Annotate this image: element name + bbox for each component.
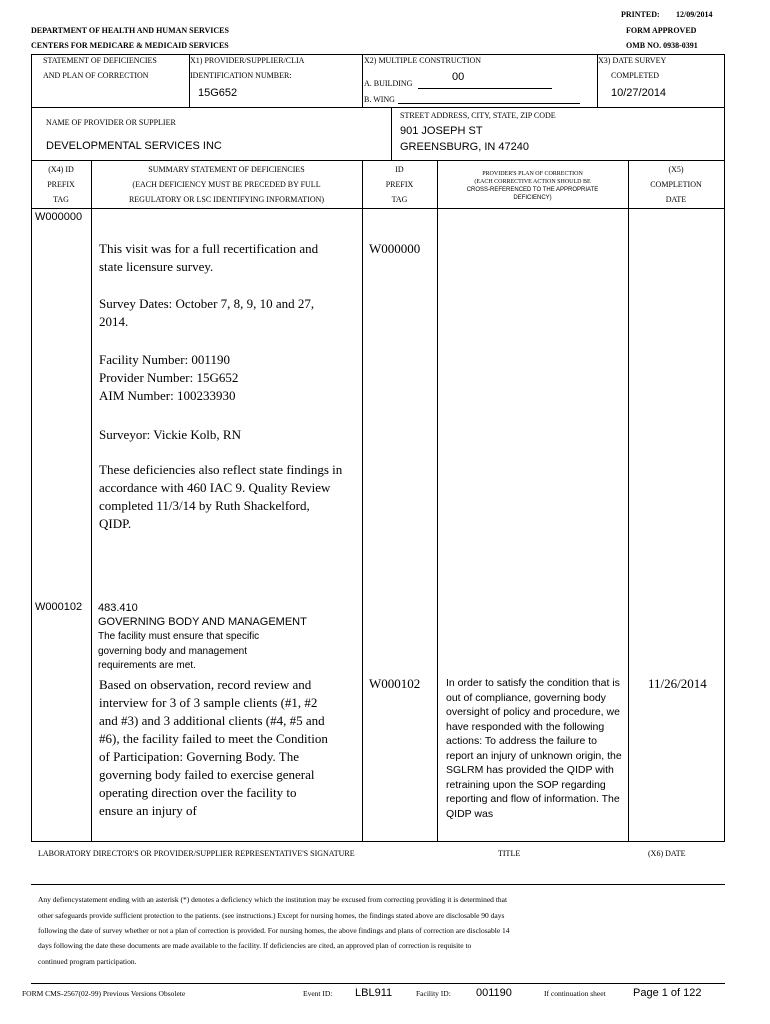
facility-id-value: 001190 [476, 987, 512, 999]
id-box-bottom-border [31, 107, 725, 108]
table-divider-4 [628, 160, 629, 842]
building-underline [418, 88, 552, 89]
footnote-line-3: following the date of survey whether or not a plan of correction is provided. For nursing homes, the above findings and plans of correction are disclosable 14 [38, 926, 510, 935]
building-value: 00 [452, 71, 465, 83]
footnote-line-1: Any defiencystatement ending with an asterisk (*) denotes a deficiency which the institution may be excused from correcting providing it is determined that [38, 895, 508, 904]
plan-header-2: (EACH CORRECTIVE ACTION SHOULD BE [474, 179, 591, 185]
table-divider-3 [437, 160, 438, 842]
state-findings-paragraph: These deficiencies also reflect state findings in accordance with 460 IAC 9. Quality Review completed 11/3/14 by Ruth Shackelford, QIDP. [99, 462, 343, 531]
table-divider-1 [91, 160, 92, 842]
regulation-number: 483.410 [98, 602, 138, 614]
table-right-border [724, 160, 725, 842]
column-header-bottom-border [31, 208, 725, 209]
id-tag-w000102: W000102 [369, 676, 421, 691]
id-box-left-border [31, 54, 32, 108]
intro-paragraph: This visit was for a full recertification and state licensure survey. [99, 241, 319, 274]
centers-name: CENTERS FOR MEDICARE & MEDICAID SERVICES [31, 41, 229, 50]
page-number: Page 1 of 122 [633, 987, 702, 999]
facility-number: Facility Number: 001190 [99, 352, 230, 367]
address-label: STREET ADDRESS, CITY, STATE, ZIP CODE [400, 111, 556, 120]
event-id-value: LBL911 [355, 987, 393, 999]
form-approved: FORM APPROVED [626, 26, 697, 35]
table-left-border [31, 160, 32, 842]
x3-label-2: COMPLETED [611, 71, 659, 80]
plan-header-4: DEFICIENCY) [513, 195, 552, 201]
x4-header-3: TAG [53, 195, 69, 204]
x1-label-2: IDENTIFICATION NUMBER: [190, 71, 292, 80]
id-box-right-border [724, 54, 725, 108]
completion-date: 11/26/2014 [648, 676, 707, 691]
regulation-text: The facility must ensure that specific governing body and management requirements are met. [98, 631, 260, 671]
plan-header-3: CROSS-REFERENCED TO THE APPROPRIATE [466, 187, 599, 193]
footnote-line-2: other safeguards provide sufficient protection to the patients. (see instructions.) Except for nursing homes, the findings stated above are disclosable 90 days [38, 911, 505, 920]
table-divider-2 [362, 160, 363, 842]
provider-name-label: NAME OF PROVIDER OR SUPPLIER [46, 118, 176, 127]
finding-text: Based on observation, record review and interview for 3 of 3 sample clients (#1, #2 and #3) and 3 additional clients (#4, #5 and #6), the facility failed to meet the Condition of Participation: Governing Body. The governing body failed to exercise general operating direction over the facility to ensure an injury of [99, 677, 328, 818]
event-id-label: Event ID: [303, 989, 333, 998]
aim-number: AIM Number: 100233930 [99, 388, 236, 403]
street-address: 901 JOSEPH ST [400, 125, 483, 137]
x4-header-2: PREFIX [47, 180, 75, 189]
signature-bottom-line [31, 884, 725, 885]
x1-label-1: X1) PROVIDER/SUPPLIER/CLIA [190, 56, 305, 65]
city-state-zip: GREENSBURG, IN 47240 [400, 141, 529, 153]
survey-dates: Survey Dates: October 7, 8, 9, 10 and 27, 2014. [99, 296, 315, 329]
facility-id-label: Facility ID: [416, 989, 451, 998]
x3-label-1: X3) DATE SURVEY [598, 56, 667, 65]
provider-number: Provider Number: 15G652 [99, 370, 239, 385]
id-tag-w000000: W000000 [369, 241, 421, 256]
prefix-tag-w000102: W000102 [35, 601, 83, 613]
statement-label-1: STATEMENT OF DEFICIENCIES [43, 56, 157, 65]
id-header-3: TAG [391, 195, 408, 204]
building-label: A. BUILDING [364, 79, 413, 88]
id-box-top-border [31, 54, 725, 55]
department-name: DEPARTMENT OF HEALTH AND HUMAN SERVICES [31, 26, 229, 35]
plan-of-correction-text: In order to satisfy the condition that is out of compliance, governing body oversight of policy and procedure, we have responded with the following actions: To address the failure to report an injury of unknown origin, the SGLRM has provided the QIDP with retraining upon the SOP regarding reporting and flow of information. The QIDP was [446, 677, 622, 820]
x5-header-1: (X5) [668, 165, 684, 174]
printed-date: 12/09/2014 [676, 10, 713, 19]
provider-box-left-border [31, 107, 32, 161]
date-label: (X6) DATE [648, 849, 686, 858]
signature-label: LABORATORY DIRECTOR'S OR PROVIDER/SUPPLIER REPRESENTATIVE'S SIGNATURE [38, 849, 355, 858]
id-box-divider-2 [362, 54, 363, 108]
id-header-1: ID [395, 165, 404, 174]
regulation-title: GOVERNING BODY AND MANAGEMENT [98, 616, 307, 628]
title-label: TITLE [498, 849, 521, 858]
wing-label: B. WING [364, 95, 395, 104]
x2-label: X2) MULTIPLE CONSTRUCTION [364, 56, 482, 65]
x5-header-3: DATE [665, 195, 687, 204]
table-bottom-border [31, 841, 725, 842]
footnote-line-5: continued program participation. [38, 957, 137, 966]
provider-name: DEVELOPMENTAL SERVICES INC [46, 140, 222, 152]
x5-header-2: COMPLETION [650, 180, 702, 189]
wing-underline [398, 103, 580, 104]
provider-box-bottom-border [31, 160, 725, 161]
provider-box-divider [391, 107, 392, 161]
provider-id-value: 15G652 [198, 87, 238, 99]
printed-label: PRINTED: [621, 10, 660, 19]
prefix-tag-w000000: W000000 [35, 211, 83, 223]
summary-header-1: SUMMARY STATEMENT OF DEFICIENCIES [148, 165, 305, 174]
survey-date-value: 10/27/2014 [611, 87, 667, 99]
footer-rule [31, 983, 725, 984]
summary-header-3: REGULATORY OR LSC IDENTIFYING INFORMATION) [128, 195, 325, 204]
footnote-line-4: days following the date these documents are made available to the facility. If deficiencies are cited, an approved plan of correction is requisite to [38, 941, 472, 950]
x4-header-1: (X4) ID [48, 165, 74, 174]
form-number: FORM CMS-2567(02-99) Previous Versions Obsolete [22, 989, 186, 998]
id-header-2: PREFIX [385, 180, 414, 189]
continuation-label: If continuation sheet [544, 989, 606, 998]
plan-header-1: PROVIDER'S PLAN OF CORRECTION [482, 171, 583, 177]
statement-label-2: AND PLAN OF CORRECTION [43, 71, 149, 80]
surveyor: Surveyor: Vickie Kolb, RN [99, 427, 241, 442]
omb-number: OMB NO. 0938-0391 [626, 41, 698, 50]
summary-header-2: (EACH DEFICIENCY MUST BE PRECEDED BY FULL [132, 180, 321, 189]
provider-box-right-border [724, 107, 725, 161]
